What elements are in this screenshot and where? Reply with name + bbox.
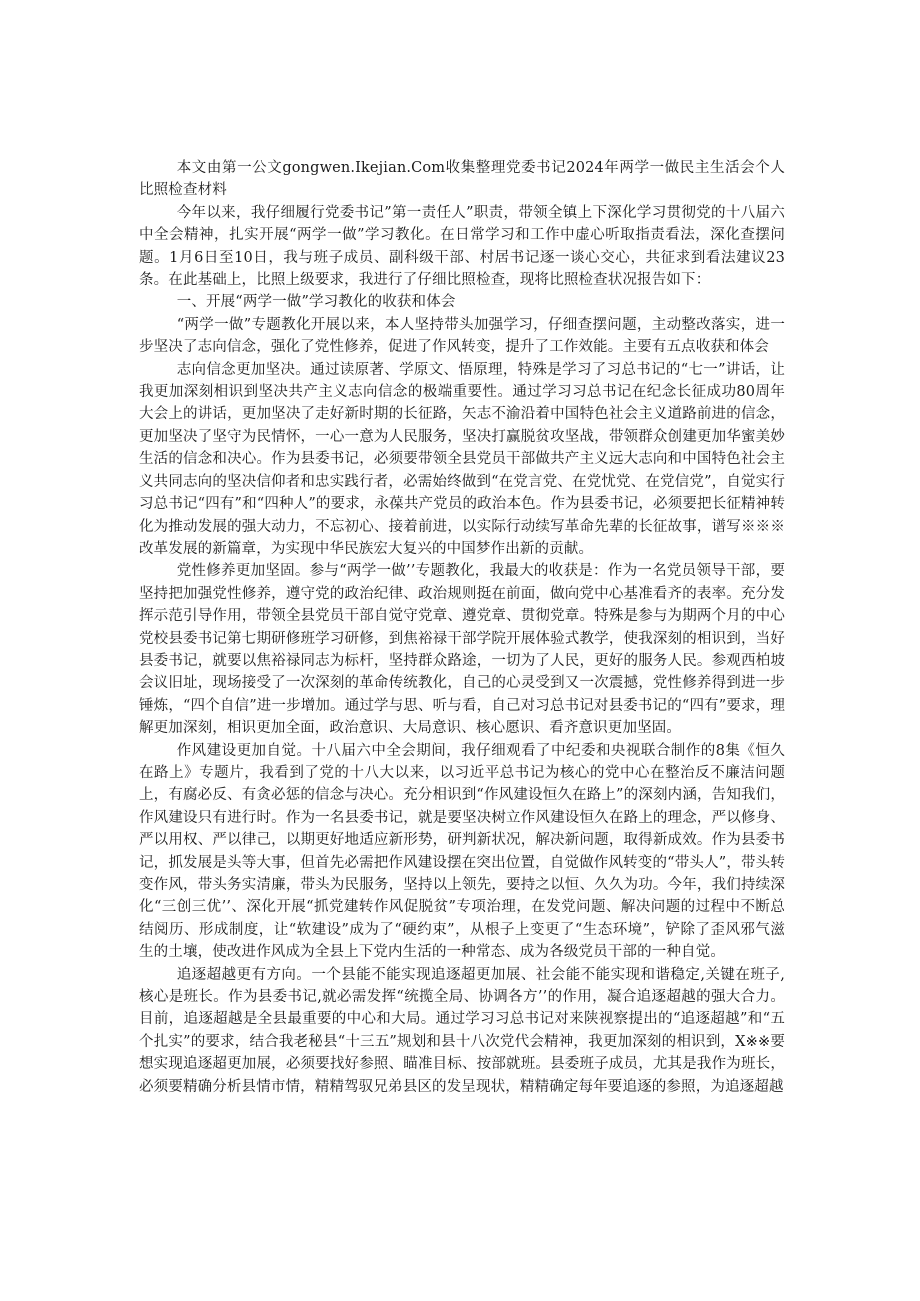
document-body bbox=[139, 157, 785, 1098]
document-title: 本文由第一公文gongwen.Ikejian.Com收集整理党委书记2024年两学一做民主生活会个人比照检查材料 bbox=[139, 160, 785, 199]
paragraph-ideals: 志向信念更加坚决。通过读原著、学原文、悟原理，特殊是学习了习总书记的“七一”讲话，让我更加深刻相识到坚决共产主义志向信念的极端重要性。通过学习习总书记在纪念长征成功80周年大会上的讲话，更加坚决了走好新时期的长征路，矢志不渝沿着中国特色社会主义道路前进的信念，更加坚决了坚守为民情怀，一心一意为人民服务，坚决打赢脱贫攻坚战，带领群众创建更加华蜜美妙生活的信念和决心。作为县委书记，必须要带领全县党员干部做共产主义远大志向和中国特色社会主义共同志向的坚决信仰者和忠实践行者，必需始终做到“在党言党、在党忧党、在党信党”，自觉实行习总书记“四有”和“四种人”的要求，永葆共产党员的政治本色。作为县委书记，必须要把长征精神转化为推动发展的强大动力，不忘初心、接着前进，以实际行动续写革命先辈的长征故事，谱写※※※改革发展的新篇章，为实现中华民族宏大复兴的中国梦作出新的贡献。 bbox=[139, 361, 785, 557]
section-heading-1: 一、开展“两学一做”学习教化的收获和体会 bbox=[176, 294, 456, 311]
paragraph-party-spirit: 党性修养更加坚固。参与“两学一做’’专题教化，我最大的收获是：作为一名党员领导干部，要坚持把加强党性修养，遵守党的政治纪律、政治规则挺在前面，做向党中心基准看齐的表率。充分发挥示范引导作用，带领全县党员干部自觉守党章、遵党章、贯彻党章。特殊是参与为期两个月的中心党校县委书记第七期研修班学习研修，到焦裕禄干部学院开展体验式教学，使我深刻的相识到，当好县委书记，就要以焦裕禄同志为标杆，坚持群众路途，一切为了人民，更好的服务人民。参观西柏坡会议旧址，现场接受了一次深刻的革命传统教化，自己的心灵受到又一次震撼，党性修养得到进一步锤炼，“四个自信”进一步增加。通过学与思、听与看，自己对习总书记对县委书记的“四有”要求，理解更加深刻，相识更加全面，政治意识、大局意识、核心愿识、看齐意识更加坚固。 bbox=[139, 563, 785, 737]
paragraph-intro: 今年以来，我仔细履行党委书记”第一责任人”职责，带领全镇上下深化学习贯彻党的十八届六中全会精神，扎实开展“两学一做”学习教化。在日常学习和工作中虚心听取指责看法，深化查摆问题。1月6日至10日，我与班子成员、副科级干部、村居书记逐一谈心交心，共征求到看法建议23条。在此基础上，比照上级要求，我进行了仔细比照检查，现将比照检查状况报告如下： bbox=[139, 204, 785, 289]
paragraph-work-style: 作风建设更加自觉。十八届六中全会期间，我仔细观看了中纪委和央视联合制作的8集《恒久在路上》专题片，我看到了党的十八大以来，以习近平总书记为核心的党中心在整治反不廉洁问题上，有腐必反、有贪必惩的信念与决心。充分相识到“作风建设恒久在路上”的深刻内涵，告知我们，作风建设只有进行时。作为一名县委书记，就是要坚决树立作风建设恒久在路上的理念，严以修身、严以用权、严以律己，以期更好地适应新形势，研判新状况，解决新问题，取得新成效。作为县委书记，抓发展是头等大事，但首先必需把作风建设摆在突出位置，自觉做作风转变的“带头人”，带头转变作风，带头务实清廉，带头为民服务，坚持以上领先，要持之以恒、久久为功。今年，我们持续深化“三创三优’’、深化开展“抓党建转作风促脱贫”专项治理，在发党问题、解决问题的过程中不断总结阅历、形成制度，让“软建设”成为了“硬约束”，从根子上变更了“生态环境”，铲除了歪风邪气滋生的土壤，使改进作风成为全县上下党内生活的一种常态、成为各级党员干部的一种自觉。 bbox=[139, 742, 785, 961]
paragraph-catch-up: 追逐超越更有方向。一个县能不能实现追逐超更加展、社会能不能实现和谐稳定,关键在班子,核心是班长。作为县委书记,就必需发挥“统揽全局、协调各方’’的作用，凝合追逐超越的强大合力。目前，追逐超越是全县最重要的中心和大局。通过学习习总书记对来陕视察提出的“追逐超越”和“五个扎实”的要求，结合我老秘县“十三五”规划和县十八次党代会精神，我更加深刻的相识到，X※※要想实现追逐超更加展，必须要找好参照、瞄准目标、按部就班。县委班子成员，尤其是我作为班长，必须要精确分析县情市情，精精驾驭兄弟县区的发呈现状，精精确定每年要追逐的参照，为追逐超越 bbox=[139, 966, 785, 1095]
paragraph-summary: “两学一做”专题教化开展以来，本人坚持带头加强学习，仔细查摆问题，主动整改落实，进一步坚决了志向信念，强化了党性修养，促进了作风转变，提升了工作效能。主要有五点收获和体会 bbox=[139, 316, 785, 356]
